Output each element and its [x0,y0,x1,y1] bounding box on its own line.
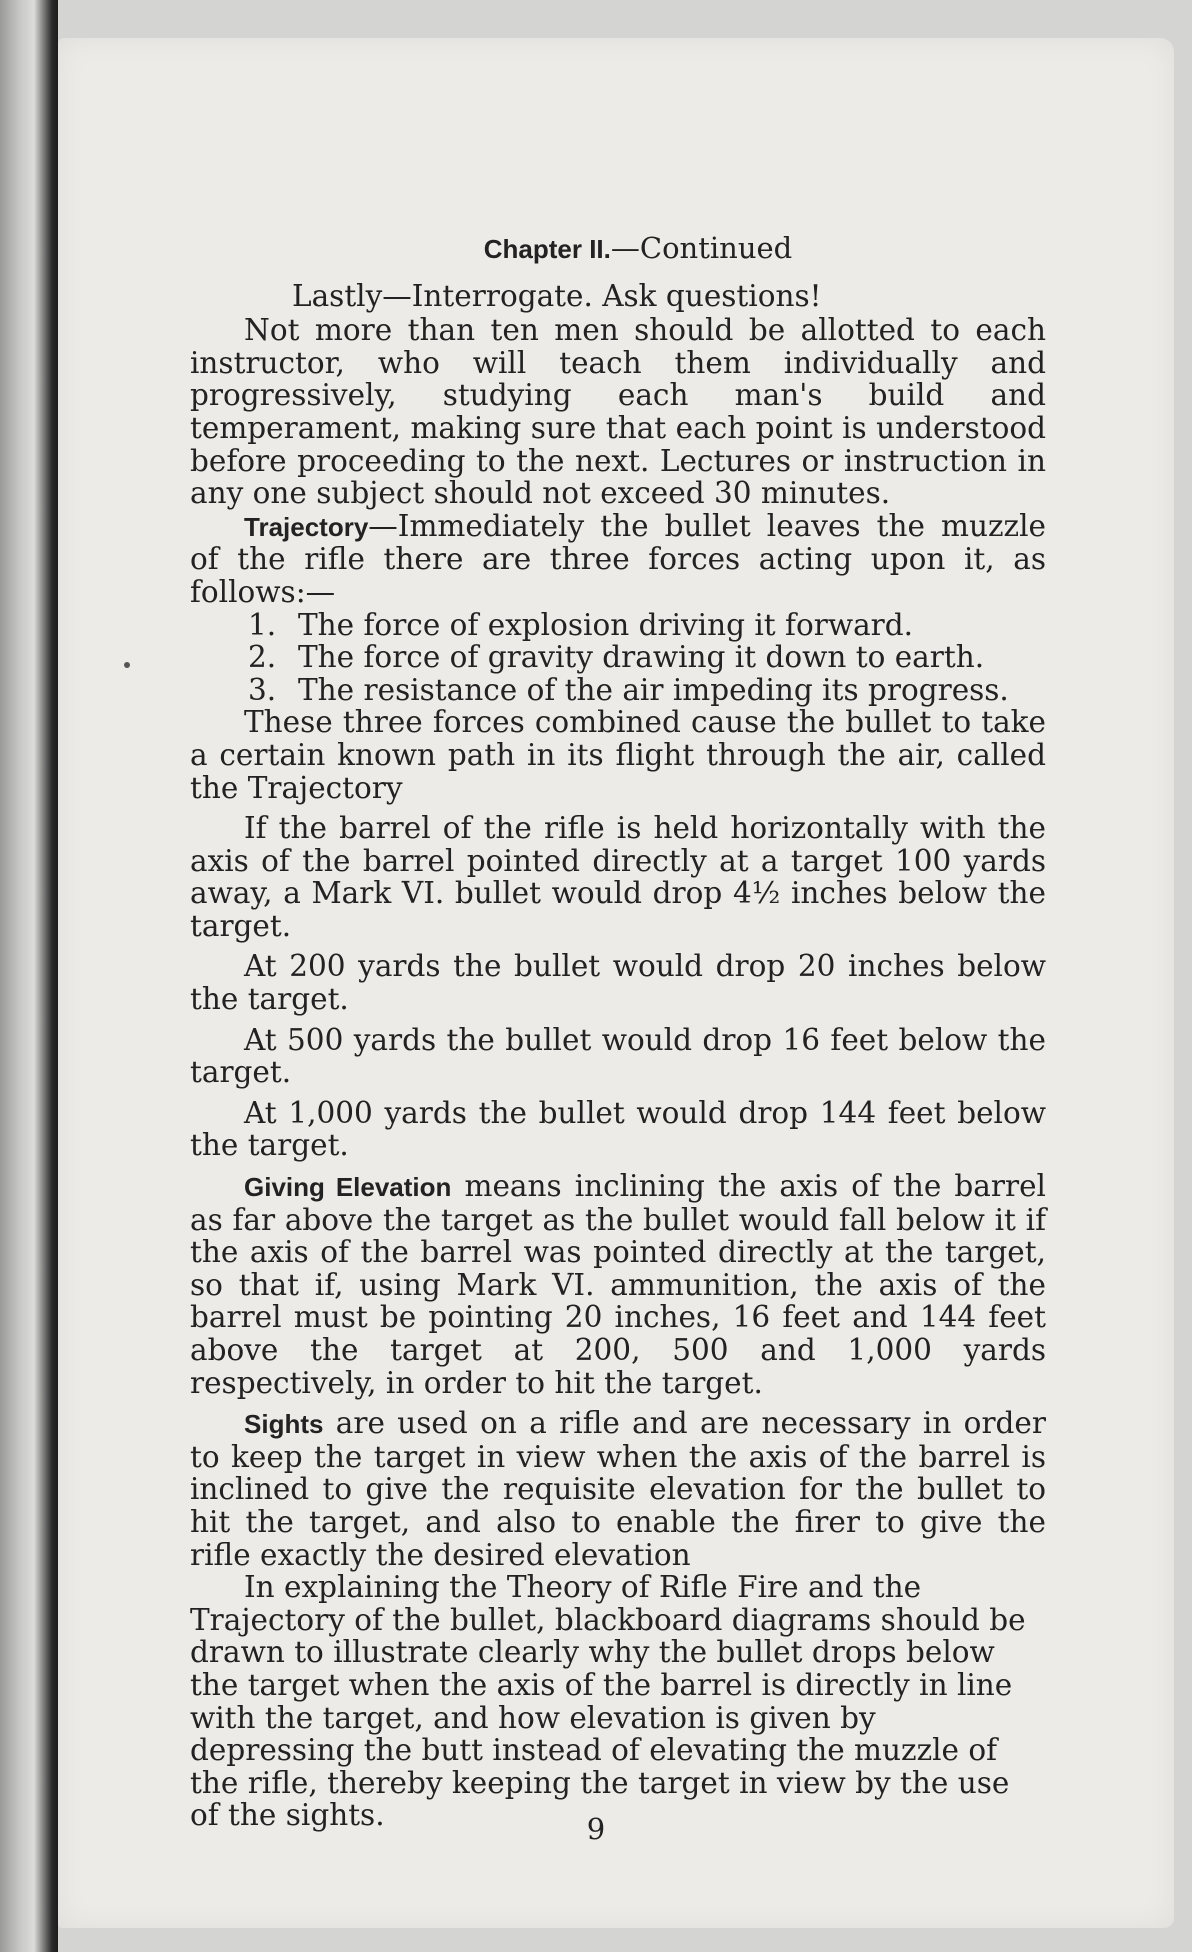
paragraph-trajectory [190,510,1046,609]
paragraph-instructors: Not more than ten men should be allotted to each instructor, who will teach them individually and progressively, studying each man's build and temperament, making sure that each point is understood before proceeding to the next. Lectures or instruction in any one subject should not exceed 30 minutes. [190,313,1046,511]
list-number: 3. [248,672,277,707]
list-number: 2. [248,640,277,675]
term-giving-elevation: Giving Elevation [244,1172,452,1203]
list-item [248,609,1046,642]
paragraph-1000-yards: At 1,000 yards the bullet would drop 144 feet below the target. [190,1095,1046,1163]
paragraph-explaining: In explaining the Theory of Rifle Fire and the Trajectory of the bullet, blackboard diagrams should be drawn to illustrate clearly why the bullet drops below the target when the axis of the barrel is directly in line with the target, and how elevation is given by depressing the butt instead of elevating the muzzle of the rifle, thereby keeping the target in view by the use of the sights. [190,1570,1026,1833]
sights-text: are used on a rifle and are necessary in order to keep the target in view when the axis of the barrel is inclined to give the requisite elevation for the bullet to hit the target, and also to enable the firer to give the rifle exactly the desired elevation [190,1406,1046,1572]
list-item [248,641,1046,674]
paragraph-sights [190,1407,1046,1571]
chapter-label: Chapter II. [483,234,611,264]
chapter-continued: —Continued [610,231,793,265]
margin-speck [124,662,130,668]
list-text: The resistance of the air impeding its progress. [298,672,1009,707]
list-text: The force of explosion driving it forward. [298,607,914,642]
list-text: The force of gravity drawing it down to earth. [298,640,985,675]
paragraph-combined: These three forces combined cause the bullet to take a certain known path in its flight through the air, called the Trajectory [190,705,1046,805]
paragraph-elevation [190,1170,1046,1399]
chapter-heading [190,232,1046,266]
forces-list [190,609,1046,707]
trajectory-text: —Immediately the bullet leaves the muzzle of the rifle there are three forces acting upon it, as follows:— [190,508,1046,609]
term-sights: Sights [244,1409,324,1440]
paragraph-500-yards: At 500 yards the bullet would drop 16 feet below the target. [190,1022,1046,1090]
page-body [190,232,1046,1832]
paragraph-lastly: Lastly—Interrogate. Ask questions! [292,278,822,313]
list-number: 1. [248,607,277,642]
paragraph-200-yards: At 200 yards the bullet would drop 20 inches below the target. [190,949,1046,1017]
book-binding [0,0,58,1952]
paragraph-barrel: If the barrel of the rifle is held horizontally with the axis of the barrel pointed directly at a target 100 yards away, a Mark VI. bullet would drop 4½ inches below the target. [190,811,1046,943]
term-trajectory: Trajectory [244,511,369,542]
list-item [248,674,1046,707]
page-number: 9 [586,1812,606,1846]
elevation-text: means inclining the axis of the barrel as far above the target as the bullet would fall below it if the axis of the barrel was pointed directly at the target, so that if, using Mark VI. ammunition, the axis of the barrel must be pointing 20 inches, 16 feet and 144 feet above the target at 200, 500 and 1,000 yards respectively, in order to hit the target. [190,1169,1046,1400]
